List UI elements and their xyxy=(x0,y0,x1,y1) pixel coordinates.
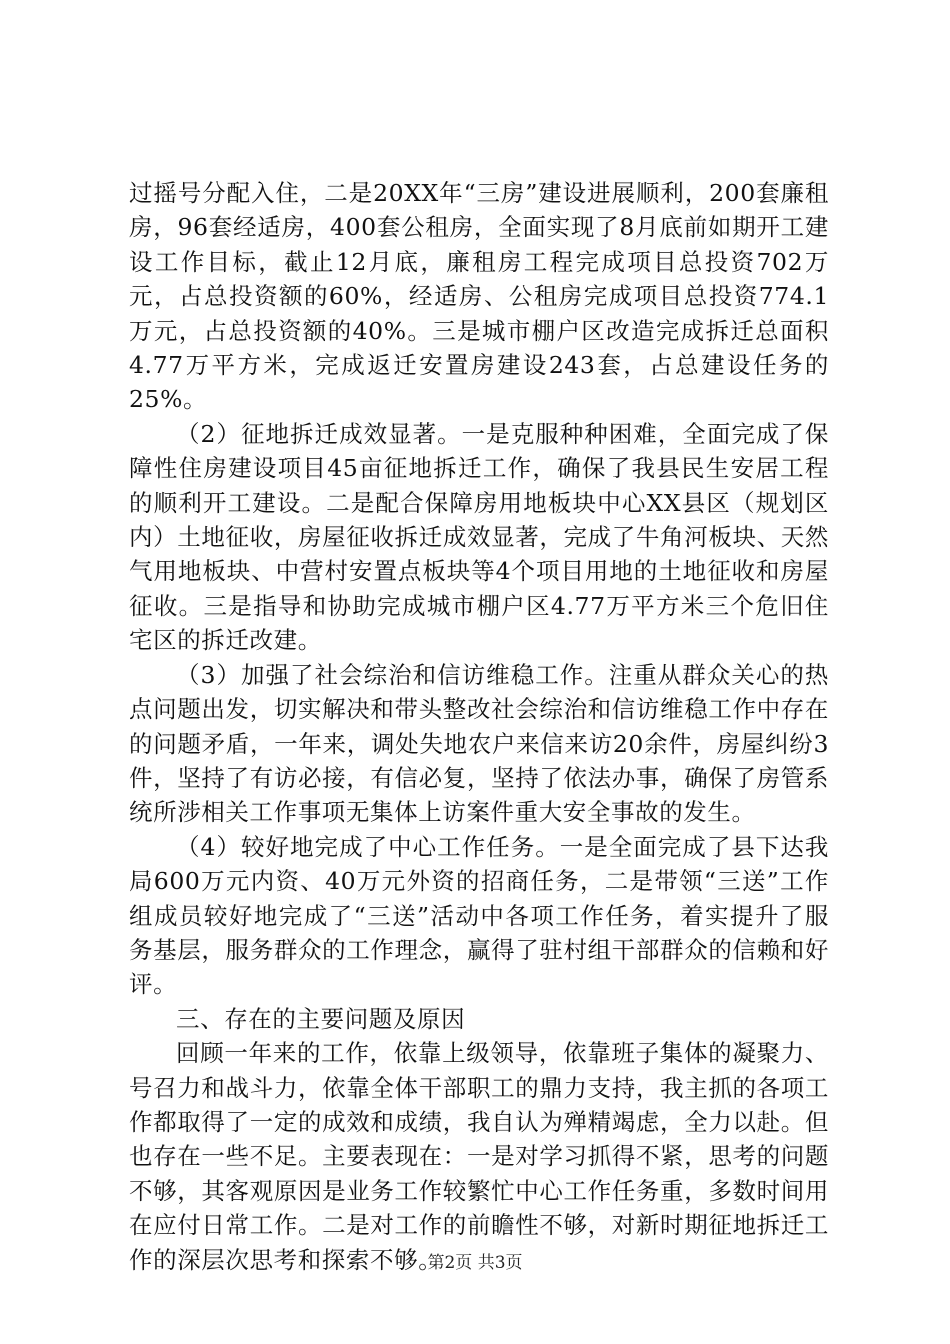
document-body xyxy=(129,176,829,1277)
paragraph-housing-progress: 过摇号分配入住，二是20XX年“三房”建设进展顺利，200套廉租房，96套经适房，400套公租房，全面实现了8月底前如期开工建设工作目标，截止12月底，廉租房工程完成项目总投资702万元，占总投资额的60%，经适房、公租房完成项目总投资774.1万元，占总投资额的40%。三是城市棚户区改造完成拆迁总面积4.77万平方米，完成返迁安置房建设243套，占总建设任务的25%。 xyxy=(129,179,829,414)
section-heading: 三、存在的主要问题及原因 xyxy=(176,1004,466,1033)
paragraph-review: 回顾一年来的工作，依靠上级领导，依靠班子集体的凝聚力、号召力和战斗力，依靠全体干部职工的鼎力支持，我主抓的各项工作都取得了一定的成效和成绩，我自认为殚精竭虑，全力以赴。但也存在一些不足。主要表现在：一是对学习抓得不紧，思考的问题不够，其客观原因是业务工作较繁忙中心工作任务重，多数时间用在应付日常工作。二是对工作的前瞻性不够，对新时期征地拆迁工作的深层次思考和探索不够。 xyxy=(129,1039,829,1274)
paragraph-land-acquisition: （2）征地拆迁成效显著。一是克服种种困难，全面完成了保障性住房建设项目45亩征地拆迁工作，确保了我县民生安居工程的顺利开工建设。二是配合保障房用地板块中心XX县区（规划区内）土地征收，房屋征收拆迁成效显著，完成了牛角河板块、天然气用地板块、中营村安置点板块等4个项目用地的土地征收和房屋征收。三是指导和协助完成城市棚户区4.77万平方米三个危旧住宅区的拆迁改建。 xyxy=(129,419,829,655)
page-footer: 第2页 共3页 xyxy=(427,1253,523,1273)
paragraph-central-tasks: （4）较好地完成了中心工作任务。一是全面完成了县下达我局600万元内资、40万元外资的招商任务，二是带领“三送”工作组成员较好地完成了“三送”活动中各项工作任务，着实提升了服务基层，服务群众的工作理念，赢得了驻村组干部群众的信赖和好评。 xyxy=(129,832,829,999)
paragraph-petition-stability: （3）加强了社会综治和信访维稳工作。注重从群众关心的热点问题出发，切实解决和带头整改社会综治和信访维稳工作中存在的问题矛盾，一年来，调处失地农户来信来访20余件，房屋纠纷3件，坚持了有访必接，有信必复，坚持了依法办事，确保了房管系统所涉相关工作事项无集体上访案件重大安全事故的发生。 xyxy=(129,660,829,827)
